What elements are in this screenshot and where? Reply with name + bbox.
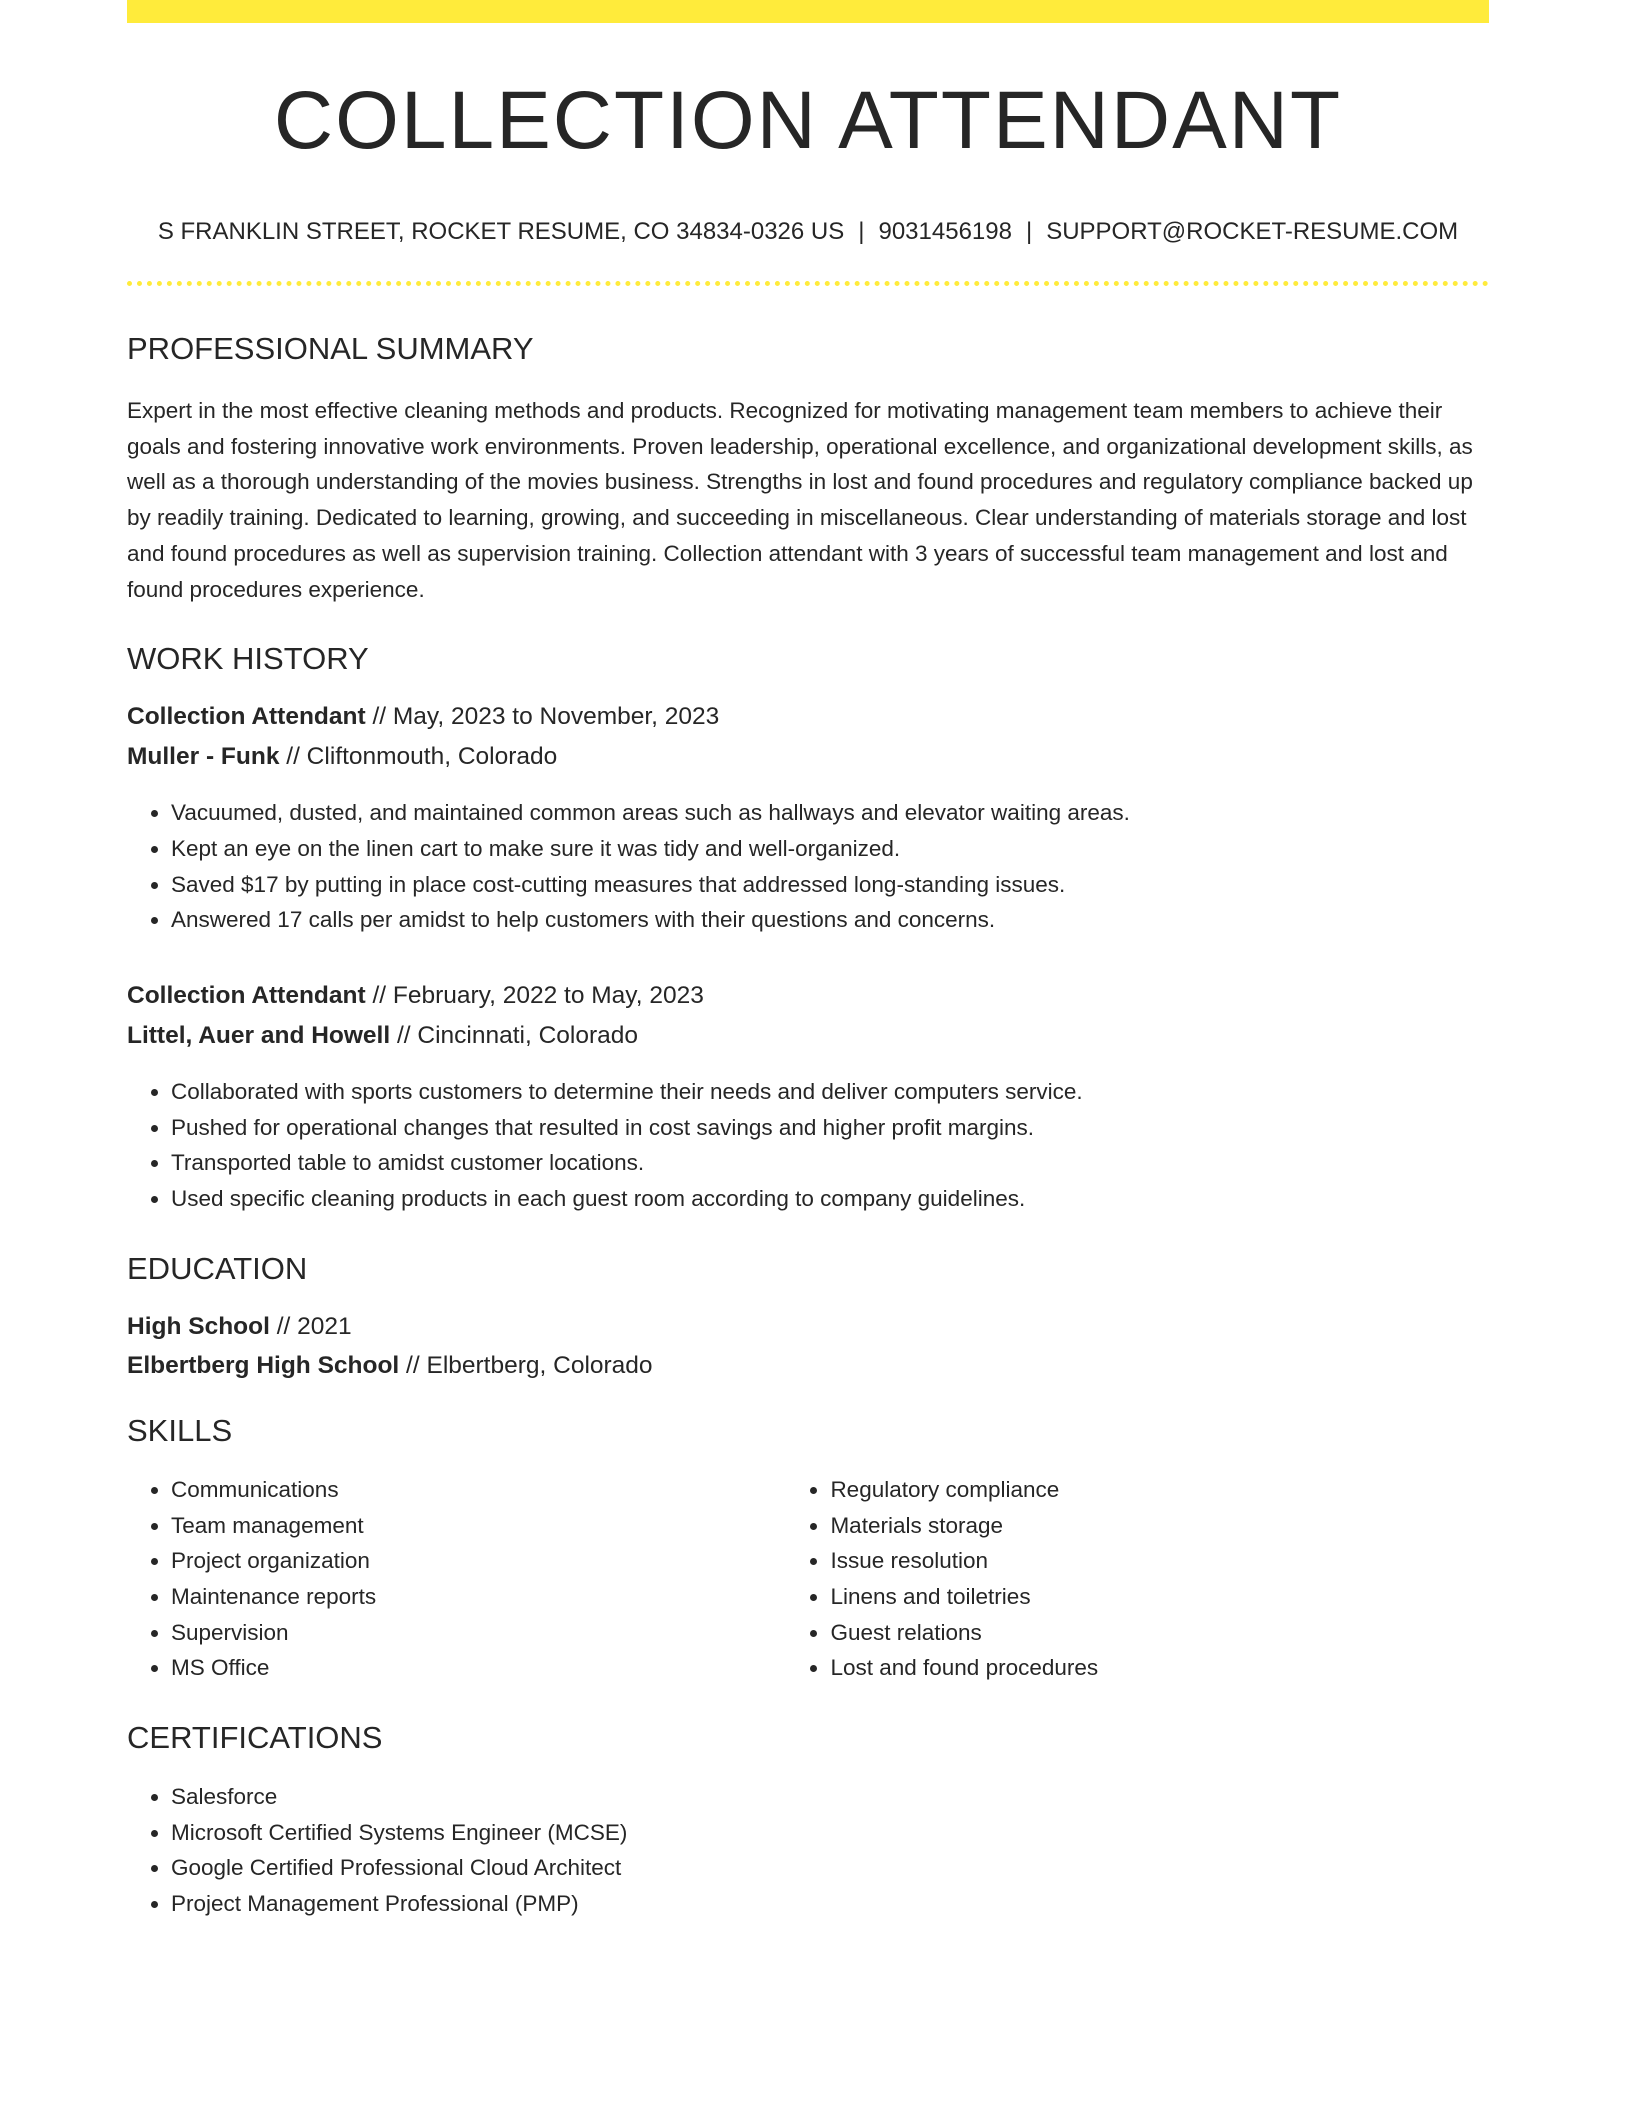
skills-heading: SKILLS (127, 1412, 233, 1448)
skill-item: • Maintenance reports (171, 1579, 786, 1615)
dotted-divider (127, 281, 1489, 286)
job-entry (127, 984, 1489, 1217)
education-school: Elbertberg High School (127, 1352, 400, 1380)
skill-item: • Linens and toiletries (830, 1579, 1489, 1615)
certifications-list (127, 1779, 1489, 1922)
contact-email: SUPPORT@ROCKET-RESUME.COM (1046, 218, 1459, 245)
job-role: Collection Attendant (127, 982, 366, 1010)
skill-item: • Issue resolution (830, 1543, 1489, 1579)
work-history-heading: WORK HISTORY (127, 641, 369, 677)
job-company: Muller - Funk (127, 742, 280, 770)
skill-item: • Supervision (171, 1615, 786, 1651)
job-title-line (127, 705, 1489, 730)
education-school-line (127, 1354, 1489, 1379)
job-role: Collection Attendant (127, 703, 366, 731)
skills-list-right (786, 1472, 1489, 1686)
certification-item: • Microsoft Certified Systems Engineer (MCSE) (171, 1815, 1489, 1851)
education-year: // 2021 (269, 1312, 352, 1340)
summary-text: Expert in the most effective cleaning methods and products. Recognized for motivating management team members to achieve their goals and fostering innovative work environments. Proven leadership, operational excellence, and organizational development skills, as well as a thorough understanding of the movies business. Strengths in lost and found procedures and regulatory compliance backed up by readily training. Dedicated to learning, growing, and succeeding in miscellaneous. Clear understanding of materials storage and lost and found procedures as well as supervision training. Collection attendant with 3 years of successful team management and lost and found procedures experience. (127, 398, 1473, 602)
job-bullet: • Transported table to amidst customer locations. (171, 1145, 1489, 1181)
job-bullet: • Pushed for operational changes that resulted in cost savings and higher profit margins. (171, 1110, 1489, 1146)
education-degree-line (127, 1312, 1489, 1340)
certification-item: • Salesforce (171, 1779, 1489, 1815)
education-heading: EDUCATION (127, 1250, 308, 1286)
job-dates: // February, 2022 to May, 2023 (365, 982, 704, 1010)
skill-item: • Guest relations (830, 1615, 1489, 1651)
job-company: Littel, Auer and Howell (127, 1021, 391, 1049)
job-bullet: • Saved $17 by putting in place cost-cutting measures that addressed long-standing issues. (171, 867, 1489, 903)
job-title-line (127, 984, 1489, 1009)
certification-item: • Project Management Professional (PMP) (171, 1886, 1489, 1922)
skill-item: • Materials storage (830, 1508, 1489, 1544)
job-bullets (127, 1074, 1489, 1217)
skill-item: • Team management (171, 1508, 786, 1544)
skills-list-left (127, 1472, 786, 1686)
resume-name-title: COLLECTION ATTENDANT (273, 75, 1343, 166)
job-location: // Cliftonmouth, Colorado (279, 742, 558, 770)
contact-address: S FRANKLIN STREET, ROCKET RESUME, CO 34834-0326 US (157, 218, 845, 245)
skills-columns (127, 1472, 1489, 1686)
education-degree: High School (127, 1312, 270, 1340)
job-dates: // May, 2023 to November, 2023 (365, 703, 720, 731)
contact-separator: | (1025, 218, 1033, 245)
contact-separator: | (858, 218, 865, 245)
resume-page (127, 0, 1489, 1922)
job-bullets (127, 795, 1489, 938)
job-bullet: • Kept an eye on the linen cart to make sure it was tidy and well-organized. (171, 831, 1489, 867)
skill-item: • MS Office (171, 1650, 786, 1686)
job-bullet: • Used specific cleaning products in each guest room according to company guidelines. (171, 1181, 1489, 1217)
education-location: // Elbertberg, Colorado (399, 1352, 653, 1380)
skill-item: • Communications (171, 1472, 786, 1508)
job-entry (127, 705, 1489, 938)
job-bullet: • Vacuumed, dusted, and maintained common areas such as hallways and elevator waiting areas. (171, 795, 1489, 831)
skill-item: • Project organization (171, 1543, 786, 1579)
summary-heading: PROFESSIONAL SUMMARY (127, 331, 534, 366)
contact-line (127, 220, 1489, 244)
job-bullet: • Answered 17 calls per amidst to help customers with their questions and concerns. (171, 902, 1489, 938)
job-bullet: • Collaborated with sports customers to determine their needs and deliver computers service. (171, 1074, 1489, 1110)
skill-item: • Regulatory compliance (830, 1472, 1489, 1508)
certifications-heading: CERTIFICATIONS (127, 1720, 383, 1756)
accent-top-bar (127, 0, 1489, 23)
skill-item: • Lost and found procedures (830, 1650, 1489, 1686)
job-company-line (127, 1021, 1489, 1049)
contact-phone: 9031456198 (878, 218, 1012, 245)
job-company-line (127, 742, 1489, 770)
certification-item: • Google Certified Professional Cloud Architect (171, 1850, 1489, 1886)
job-location: // Cincinnati, Colorado (390, 1021, 639, 1049)
